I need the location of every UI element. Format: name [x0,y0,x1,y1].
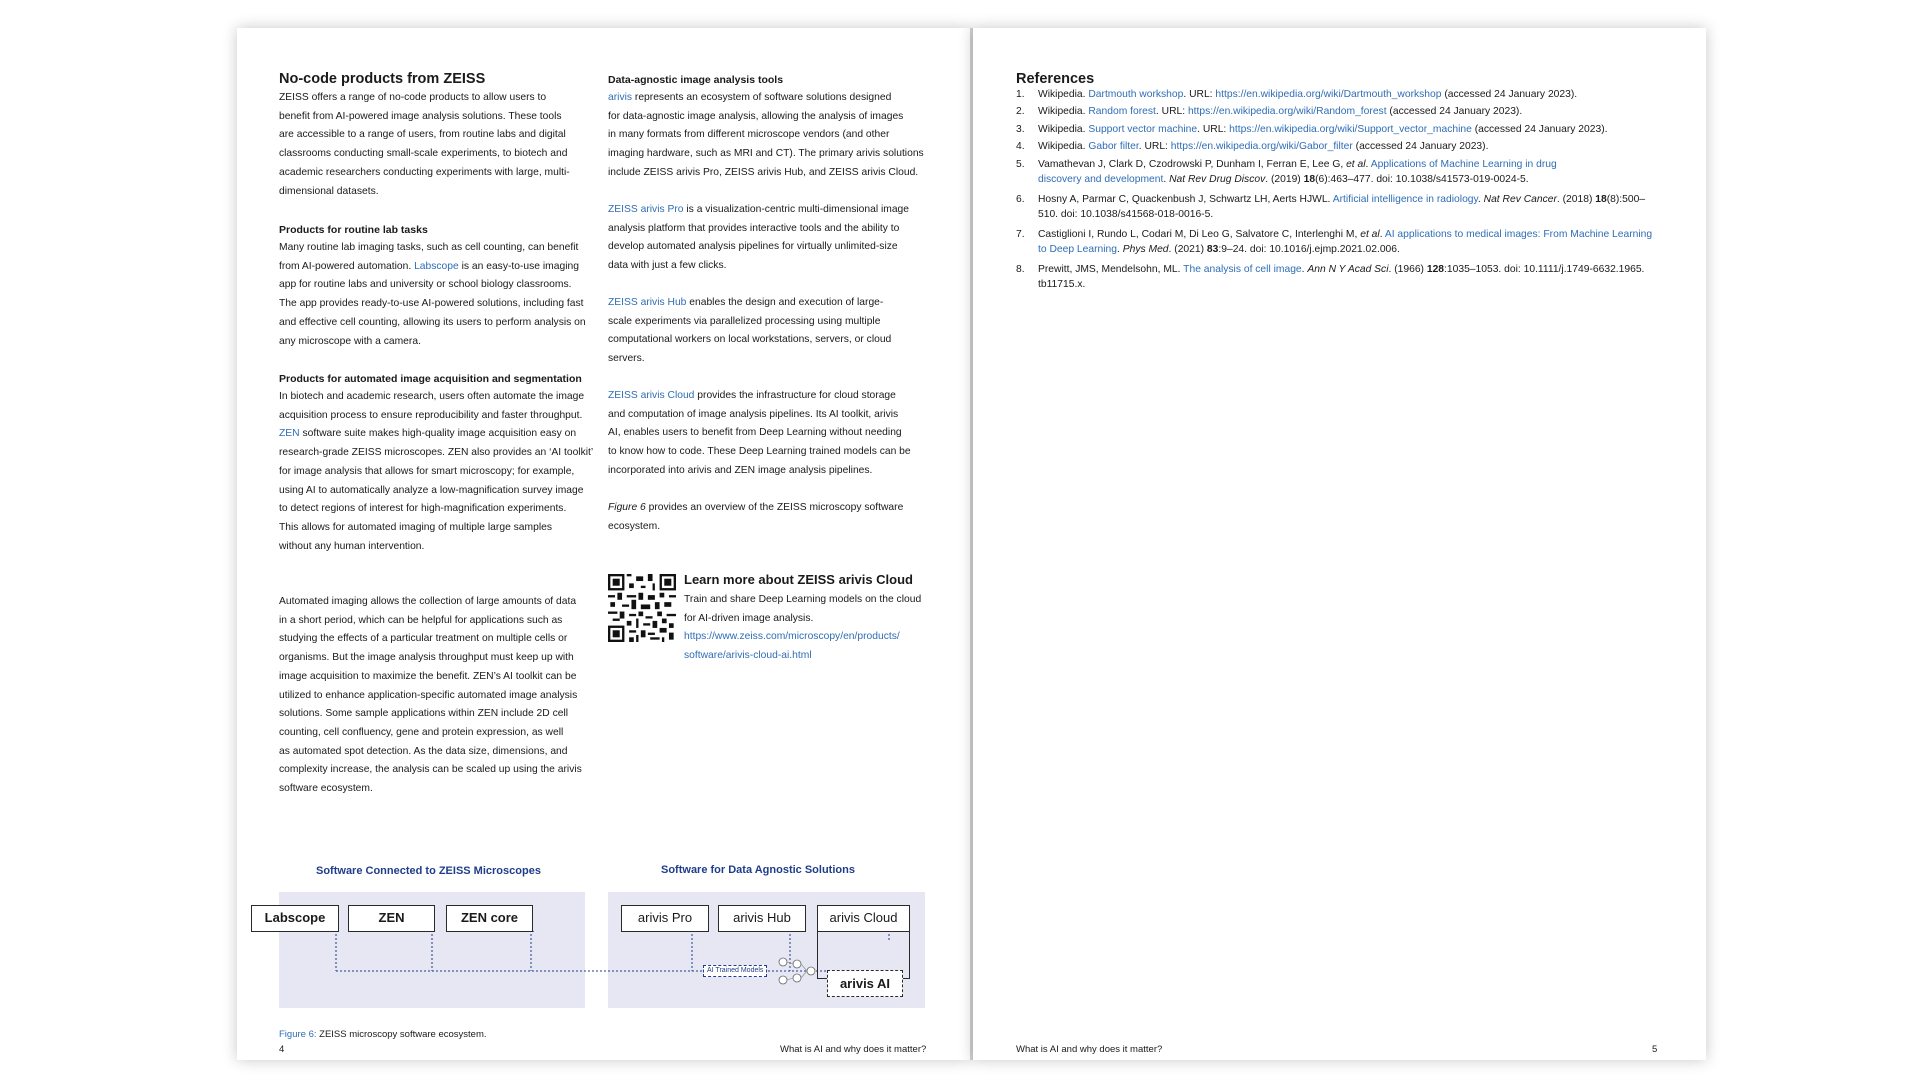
learn-more-url-line-2[interactable]: software/arivis-cloud-ai.html [684,650,812,662]
reference-item: 5. Vamathevan J, Clark D, Czodrowski P, Dunham I, Ferran E, Lee G, et al. Applications of Machine Learning in drug discovery and development. Nat Rev Drug Discov. (2019) 18(6):463–477. doi: 10.1038/s41573-019-0024-5. [1016,159,1557,185]
learn-more-text: Train and share Deep Learning models on the cloud for AI-driven image analysis. https://www.zeiss.com/microscopy/en/products/ software/arivis-cloud-ai.html [684,591,944,666]
arivis-pro-link[interactable]: ZEISS arivis Pro [608,204,684,215]
reference-item: 2. Wikipedia. Random forest. URL: https://en.wikipedia.org/wiki/Random_forest (accessed 24 January 2023). [1016,106,1523,117]
arivis-hub-paragraph: ZEISS arivis Hub enables the design and execution of large- scale experiments via parallelized processing using multiple computational workers on local workstations, servers, or cloud servers. [608,297,892,365]
arivis-cloud-link[interactable]: ZEISS arivis Cloud [608,390,695,401]
learn-more-title: Learn more about ZEISS arivis Cloud [684,572,913,587]
page-number-left: 4 [279,1044,285,1055]
figure-title-left: Software Connected to ZEISS Microscopes [316,865,541,877]
section-title: No-code products from ZEISS [279,71,486,87]
reference-item: 8. Prewitt, JMS, Mendelsohn, ML. The analysis of cell image. Ann N Y Acad Sci. (1966) 128:1035–1053. doi: 10.1111/j.1749-6632.1965. tb11715.x. [1016,264,1645,290]
arivis-cloud-container [817,905,910,979]
ai-trained-models-label: AI Trained Models [703,965,767,977]
right-page [973,28,1706,1060]
arivis-cloud-paragraph: ZEISS arivis Cloud provides the infrastructure for cloud storage and computation of image analysis pipelines. Its AI toolkit, arivis AI, enables users to benefit from Deep Learning without needing to know how to code. These Deep Learning trained models can be incorporated into arivis and ZEN image analysis pipelines. [608,390,911,476]
running-footer-right: What is AI and why does it matter? [1016,1044,1163,1055]
learn-more-url-line-1[interactable]: https://www.zeiss.com/microscopy/en/products/ [684,631,900,643]
reference-item: 4. Wikipedia. Gabor filter. URL: https://en.wikipedia.org/wiki/Gabor_filter (accessed 24 January 2023). [1016,141,1489,152]
arivis-hub-link[interactable]: ZEISS arivis Hub [608,297,687,308]
arivis-link[interactable]: arivis [608,92,633,103]
arivis-cloud-box: arivis Cloud [817,905,910,932]
data-agnostic-heading: Data-agnostic image analysis tools [608,74,784,86]
arivis-hub-box: arivis Hub [718,905,806,932]
figure-reference-paragraph: Figure 6 provides an overview of the ZEISS microscopy software ecosystem. [608,502,904,532]
zen-core-box: ZEN core [446,905,533,932]
automation-paragraph: In biotech and academic research, users often automate the image acquisition process to ensure reproducibility and faster throughput. ZEN software suite makes high-quality image acquisition easy on research-grade ZEISS microscopes. ZEN also provides an ‘AI toolkit’ for image analysis that allows for smart microscopy; for example, using AI to automatically analyze a low-magnification survey image to detect regions of interest for high-magnification experiments. This allows for automated imaging of multiple large samples without any human intervention. [279,391,594,552]
labscope-link[interactable]: Labscope [414,260,459,272]
references-heading: References [1016,71,1095,87]
running-footer-left: What is AI and why does it matter? [780,1044,927,1055]
reference-item: 1. Wikipedia. Dartmouth workshop. URL: https://en.wikipedia.org/wiki/Dartmouth_workshop (accessed 24 January 2023). [1016,89,1578,100]
page-number-right: 5 [1652,1044,1658,1055]
routine-paragraph: Many routine lab imaging tasks, such as cell counting, can benefit from AI-powered automation. Labscope is an easy-to-use imaging app for routine labs and university or school biology classrooms. The app provides ready-to-use AI-powered solutions, including fast and effective cell counting, allowing its users to perform analysis on any microscope with a camera. [279,242,586,347]
reference-item: 6. Hosny A, Parmar C, Quackenbush J, Schwartz LH, Aerts HJWL. Artificial intelligence in radiology. Nat Rev Cancer. (2018) 18(8):500– 510. doi: 10.1038/s41568-018-0016-5. [1016,194,1646,220]
figure-caption: Figure 6: ZEISS microscopy software ecosystem. [279,1029,487,1040]
arivis-paragraph: arivis represents an ecosystem of software solutions designed for data-agnostic image analysis, allowing the analysis of images in many formats from different microscope vendors (and other imaging hardware, such as MRI and CT). The primary arivis solutions include ZEISS arivis Pro, ZEISS arivis Hub, and ZEISS arivis Cloud. [608,92,924,178]
figure-title-right: Software for Data Agnostic Solutions [661,864,855,876]
arivis-pro-paragraph: ZEISS arivis Pro is a visualization-centric multi-dimensional image analysis platform that provides interactive tools and the ability to develop automated analysis pipelines for virtually unlimited-size data with just a few clicks. [608,204,910,272]
zen-box: ZEN [348,905,435,932]
automated-imaging-paragraph: Automated imaging allows the collection of large amounts of data in a short period, which can be helpful for applications such as studying the effects of a particular treatment on multiple cells or organisms. But the image analysis throughput must keep up with image acquisition to maximize the benefit. ZEN’s AI toolkit can be utilized to enhance application-specific automated image analysis solutions. Some sample applications within ZEN include 2D cell counting, cell confluency, gene and protein expression, as well as automated spot detection. As the data size, dimensions, and complexity increase, the analysis can be scaled up using the arivis software ecosystem. [279,596,582,795]
zen-link[interactable]: ZEN [279,428,300,440]
qr-code[interactable] [608,574,676,642]
arivis-pro-box: arivis Pro [621,905,709,932]
routine-heading: Products for routine lab tasks [279,224,428,236]
reference-item: 7. Castiglioni I, Rundo L, Codari M, Di Leo G, Salvatore C, Interlenghi M, et al. AI applications to medical images: From Machine Learning to Deep Learning. Phys Med. (2021) 83:9–24. doi: 10.1016/j.ejmp.2021.02.006. [1016,229,1653,255]
labscope-box: Labscope [251,905,339,932]
arivis-ai-box: arivis AI [827,970,903,997]
automation-heading: Products for automated image acquisition and segmentation [279,373,582,385]
left-page [237,28,970,1060]
reference-item: 3. Wikipedia. Support vector machine. URL: https://en.wikipedia.org/wiki/Support_vector_machine (accessed 24 January 2023). [1016,124,1608,135]
intro-paragraph: ZEISS offers a range of no-code products to allow users to benefit from AI-powered image analysis solutions. These tools are accessible to a range of users, from routine labs and digital classrooms conducting small-scale experiments, to biotech and academic researchers conducting experiments with large, multi- dimensional datasets. [279,92,570,197]
